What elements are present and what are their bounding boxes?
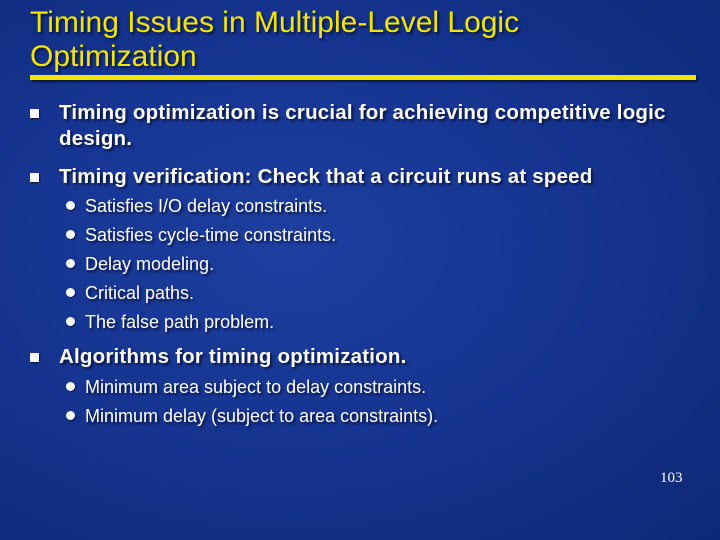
sub-bullet	[66, 402, 438, 431]
sub-bullet	[66, 308, 274, 337]
dot-bullet-icon	[66, 259, 75, 268]
square-bullet-icon	[30, 109, 39, 118]
bullet-1	[30, 100, 699, 152]
square-bullet-icon	[30, 173, 39, 182]
bullet-2	[30, 164, 699, 190]
sub-bullet-text: Delay modeling.	[85, 254, 215, 274]
sub-bullet	[66, 373, 426, 402]
dot-bullet-icon	[66, 201, 75, 210]
dot-bullet-icon	[66, 230, 75, 239]
sub-bullet-text: Minimum delay (subject to area constraints).	[85, 406, 439, 426]
slide-title: Timing Issues in Multiple-Level Logic Optimization	[30, 6, 520, 73]
sub-bullet	[66, 221, 336, 250]
bullet-text: Algorithms for timing optimization.	[59, 345, 407, 368]
sub-bullet	[66, 279, 194, 308]
dot-bullet-icon	[66, 317, 75, 326]
sub-bullet-text: Minimum area subject to delay constraints.	[85, 377, 427, 397]
sub-bullet-text: The false path problem.	[85, 312, 275, 332]
sub-bullet	[66, 250, 214, 279]
square-bullet-icon	[30, 353, 39, 362]
dot-bullet-icon	[66, 288, 75, 297]
sub-bullet-text: Satisfies I/O delay constraints.	[85, 196, 328, 216]
dot-bullet-icon	[66, 411, 75, 420]
page-number: 103	[660, 470, 683, 486]
title-underline	[30, 75, 696, 80]
bullet-3	[30, 344, 699, 370]
dot-bullet-icon	[66, 382, 75, 391]
sub-bullet-text: Critical paths.	[85, 283, 195, 303]
sub-bullet-text: Satisfies cycle-time constraints.	[85, 225, 337, 245]
bullet-text: Timing optimization is crucial for achieving competitive logic design.	[59, 101, 666, 150]
bullet-text: Timing verification: Check that a circuit runs at speed	[59, 165, 593, 188]
sub-bullet	[66, 192, 327, 221]
